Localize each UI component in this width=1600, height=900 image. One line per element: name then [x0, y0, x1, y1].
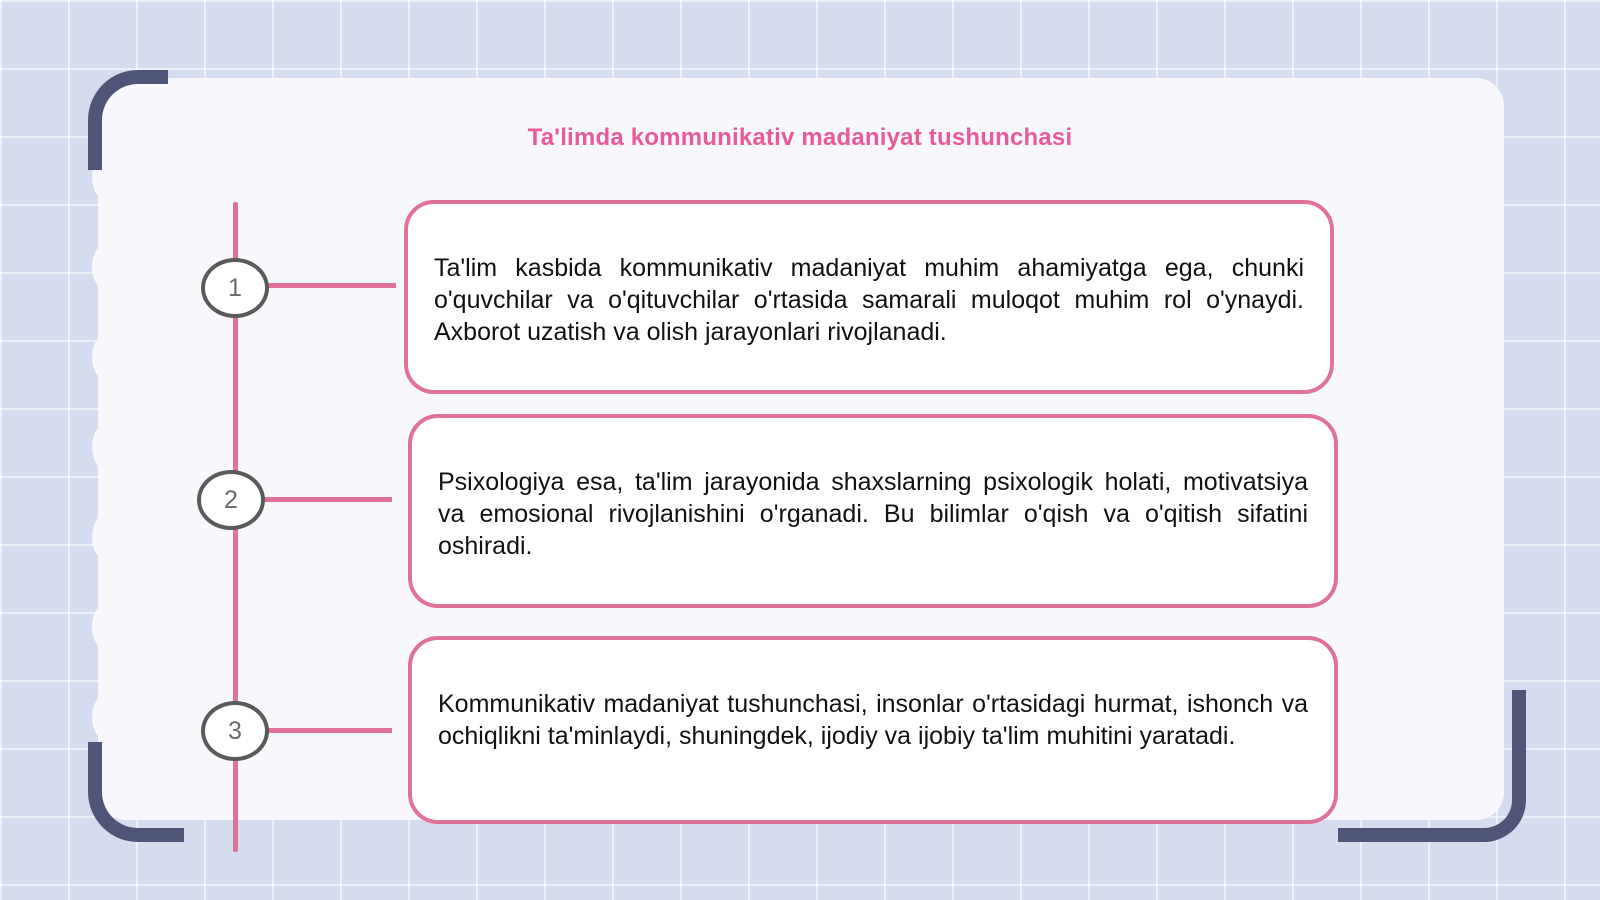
corner-bracket-top-left [88, 70, 168, 170]
step-number-1: 1 [201, 258, 269, 318]
paper-scallop [92, 602, 126, 652]
paper-scallop [92, 332, 126, 382]
content-card-2 [408, 414, 1338, 608]
step-number-2: 2 [197, 470, 265, 530]
paper-scallop [92, 512, 126, 562]
card-text-3: Kommunikativ madaniyat tushunchasi, insonlar o'rtasidagi hurmat, ishonch va ochiqlikni ta'minlaydi, shuningdek, ijodiy va ijobiy ta'lim muhitini yaratadi. [438, 690, 1308, 750]
corner-bracket-bottom-right [1338, 690, 1526, 842]
slide-title: Ta'limda kommunikativ madaniyat tushunchasi [527, 124, 1073, 151]
content-card-3 [408, 636, 1338, 824]
card-text-1: Ta'lim kasbida kommunikativ madaniyat muhim ahamiyatga ega, chunki o'quvchilar va o'qituvchilar o'rtasida samarali muloqot muhim rol o'ynaydi. Axborot uzatish va olish jarayonlari rivojlanadi. [434, 254, 1304, 346]
timeline-connector-2 [262, 497, 392, 502]
paper-scallop [92, 692, 126, 742]
step-number-3: 3 [201, 701, 269, 761]
timeline-connector-1 [262, 283, 396, 288]
card-text-2: Psixologiya esa, ta'lim jarayonida shaxslarning psixologik holati, motivatsiya va emosional rivojlanishini o'rganadi. Bu bilimlar o'qish va o'qitish sifatini oshiradi. [438, 468, 1308, 560]
timeline-connector-3 [262, 728, 392, 733]
corner-bracket-bottom-left [88, 742, 184, 842]
paper-scallop [92, 422, 126, 472]
content-card-1 [404, 200, 1334, 394]
paper-scallop [92, 242, 126, 292]
